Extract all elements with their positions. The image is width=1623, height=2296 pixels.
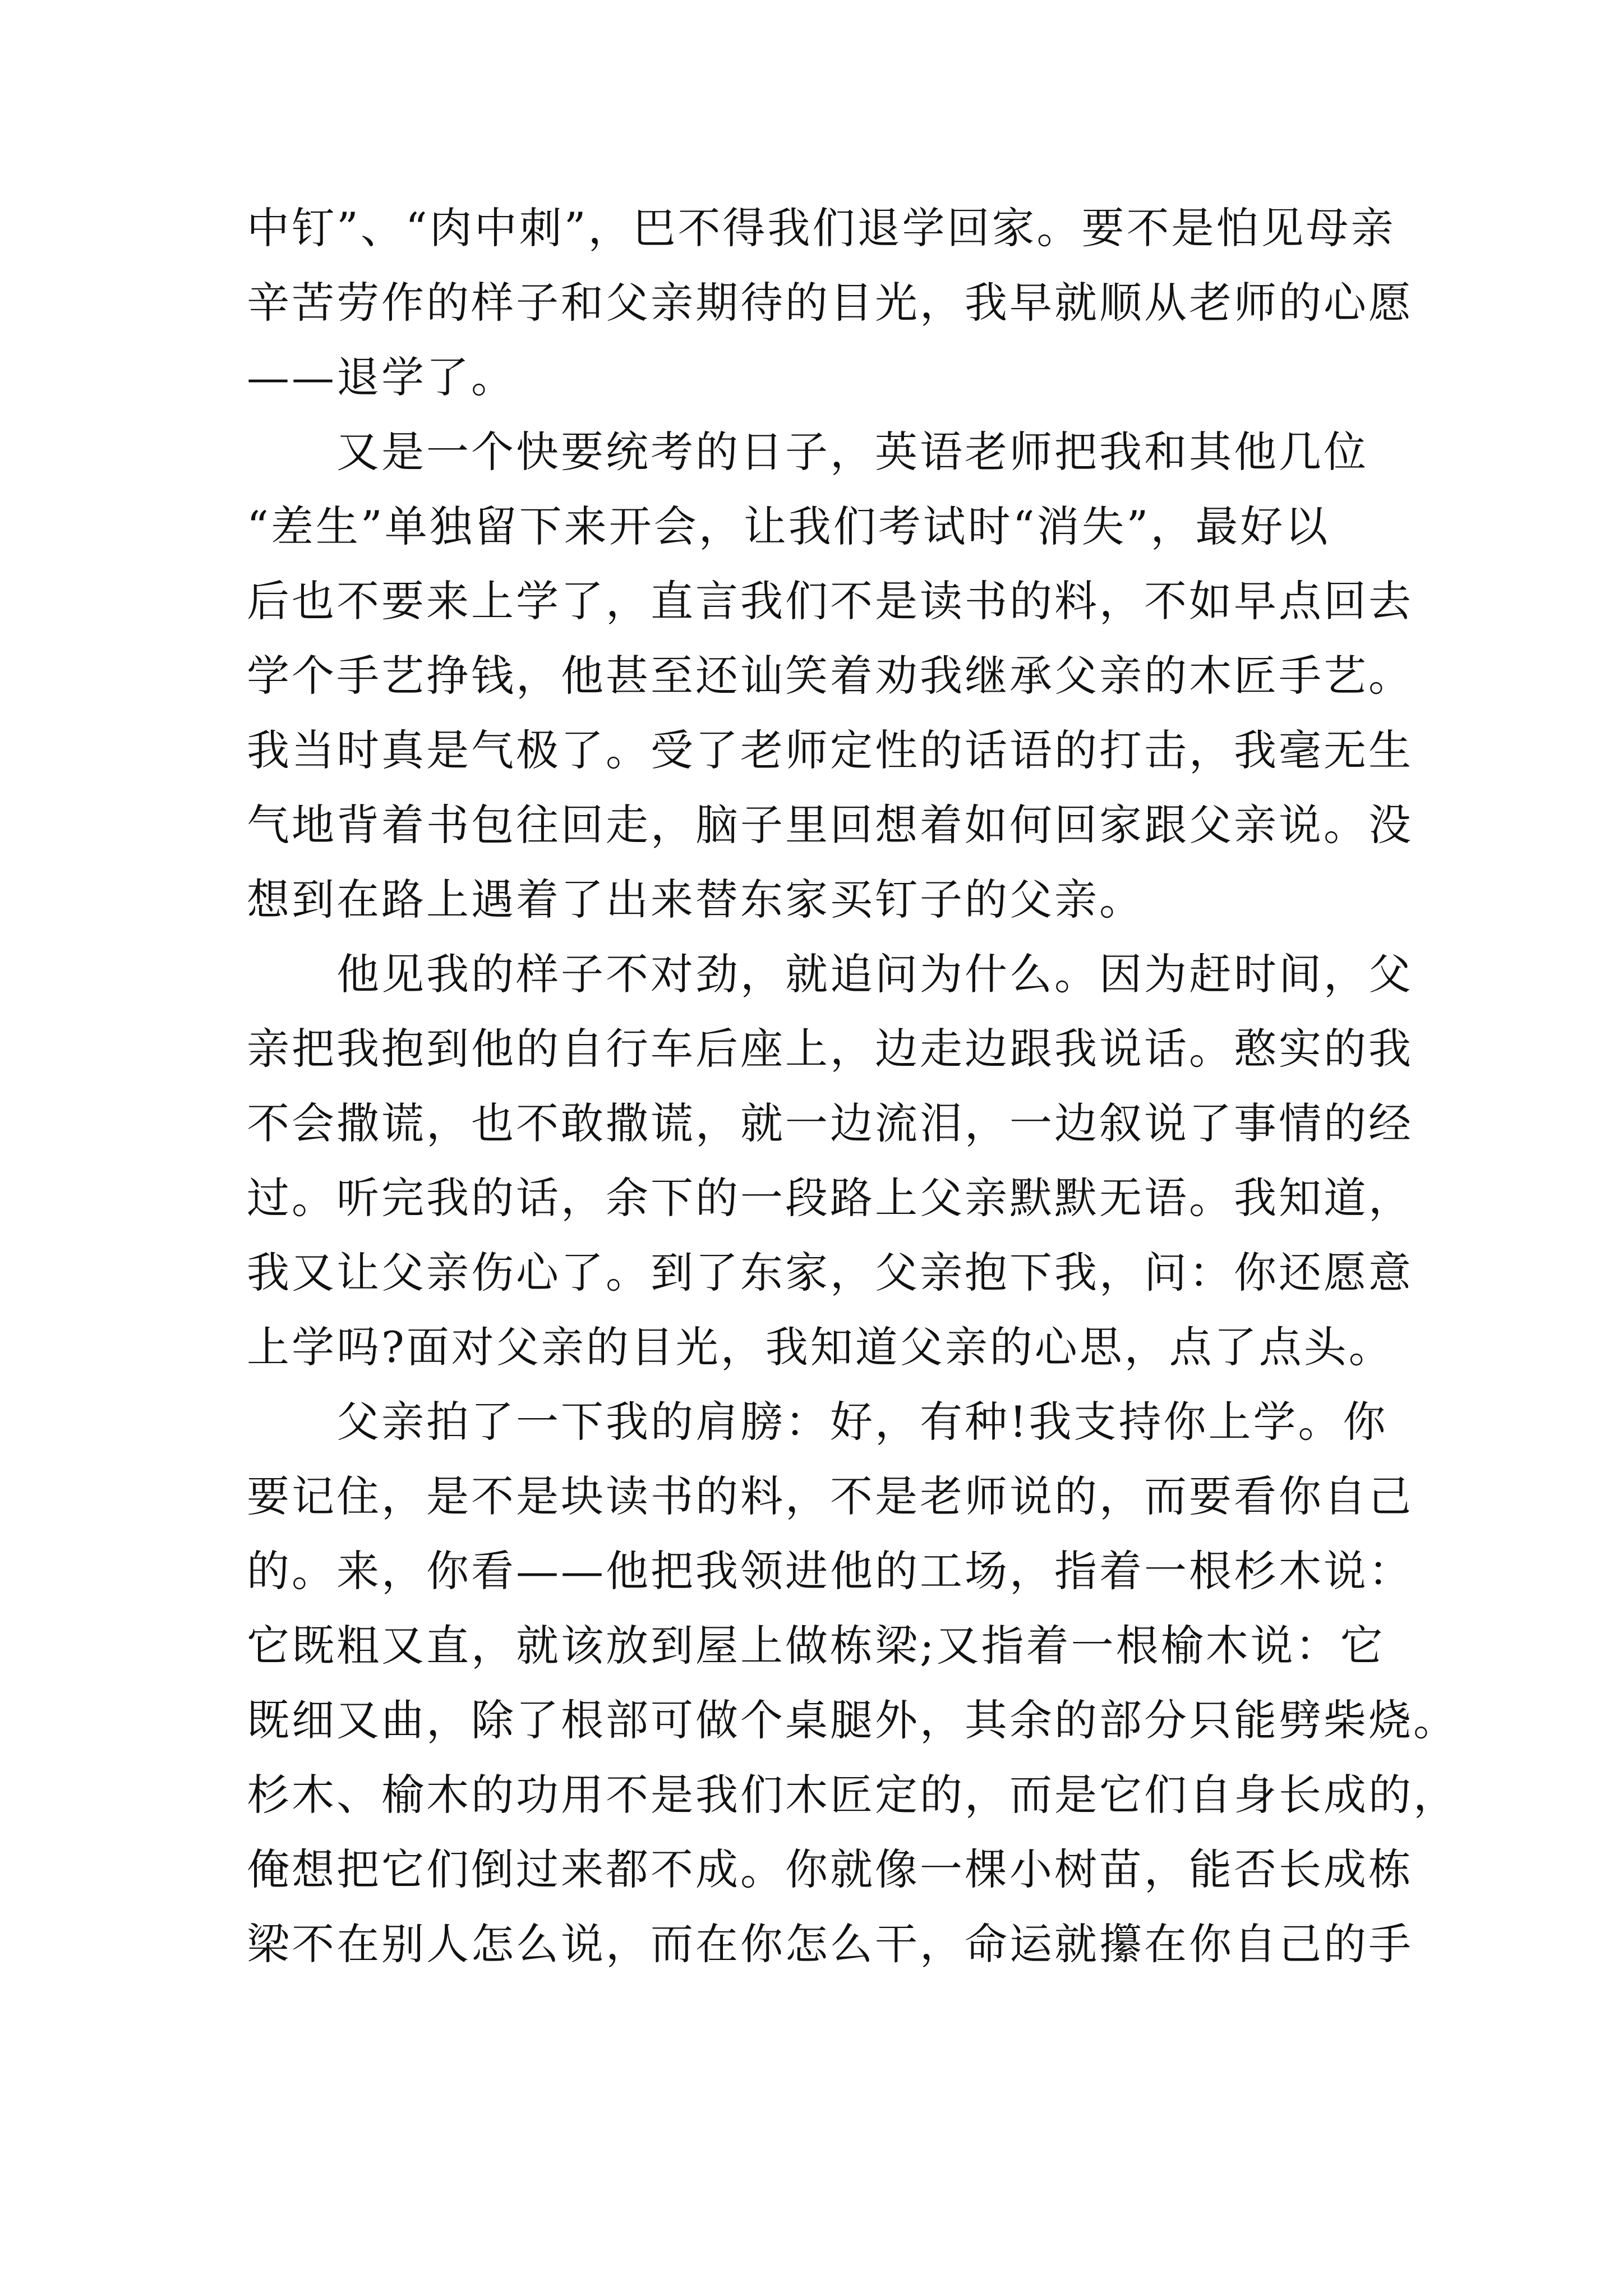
text-line: 不会撒谎，也不敢撒谎，就一边流泪，一边叙说了事情的经 [247, 1098, 1413, 1148]
text-line: 父亲拍了一下我的肩膀：好，有种!我支持你上学。你 [247, 1397, 1388, 1447]
text-line: 后也不要来上学了，直言我们不是读书的料，不如早点回去 [247, 576, 1413, 626]
text-line: 我又让父亲伤心了。到了东家，父亲抱下我，问：你还愿意 [247, 1248, 1413, 1297]
body-text [247, 191, 1458, 1981]
text-line: 想到在路上遇着了出来替东家买钉子的父亲。 [247, 875, 1144, 924]
text-line: 又是一个快要统考的日子，英语老师把我和其他几位 [247, 427, 1368, 477]
text-line: 杉木、榆木的功用不是我们木匠定的，而是它们自身长成的， [247, 1770, 1458, 1820]
text-line: 辛苦劳作的样子和父亲期待的目光，我早就顺从老师的心愿 [247, 278, 1413, 328]
text-line: 学个手艺挣钱，他甚至还讪笑着劝我继承父亲的木匠手艺。 [247, 651, 1413, 701]
text-line: 要记住，是不是块读书的料，不是老师说的，而要看你自己 [247, 1471, 1413, 1521]
text-line: 既细又曲，除了根部可做个桌腿外，其余的部分只能劈柴烧。 [247, 1695, 1458, 1745]
text-line: “差生”单独留下来开会，让我们考试时“消失”，最好以 [247, 501, 1330, 551]
text-line: ——退学了。 [247, 352, 516, 402]
text-line: 上学吗?面对父亲的目光，我知道父亲的心思，点了点头。 [247, 1322, 1394, 1372]
text-line: 梁不在别人怎么说，而在你怎么干，命运就攥在你自己的手 [247, 1919, 1413, 1969]
text-line: 俺想把它们倒过来都不成。你就像一棵小树苗，能否长成栋 [247, 1844, 1413, 1894]
text-line: 我当时真是气极了。受了老师定性的话语的打击，我毫无生 [247, 725, 1413, 775]
text-line: 的。来，你看——他把我领进他的工场，指着一根杉木说： [247, 1546, 1413, 1596]
text-line: 气地背着书包往回走，脑子里回想着如何回家跟父亲说。没 [247, 800, 1413, 850]
text-line: 亲把我抱到他的自行车后座上，边走边跟我说话。憨实的我 [247, 1024, 1413, 1074]
text-line: 过。听完我的话，余下的一段路上父亲默默无语。我知道， [247, 1173, 1413, 1223]
text-line: 他见我的样子不对劲，就追问为什么。因为赶时间，父 [247, 949, 1413, 999]
text-line: 它既粗又直，就该放到屋上做栋梁;又指着一根榆木说：它 [247, 1621, 1385, 1671]
text-line: 中钉”、“肉中刺”，巴不得我们退学回家。要不是怕见母亲 [247, 203, 1396, 253]
